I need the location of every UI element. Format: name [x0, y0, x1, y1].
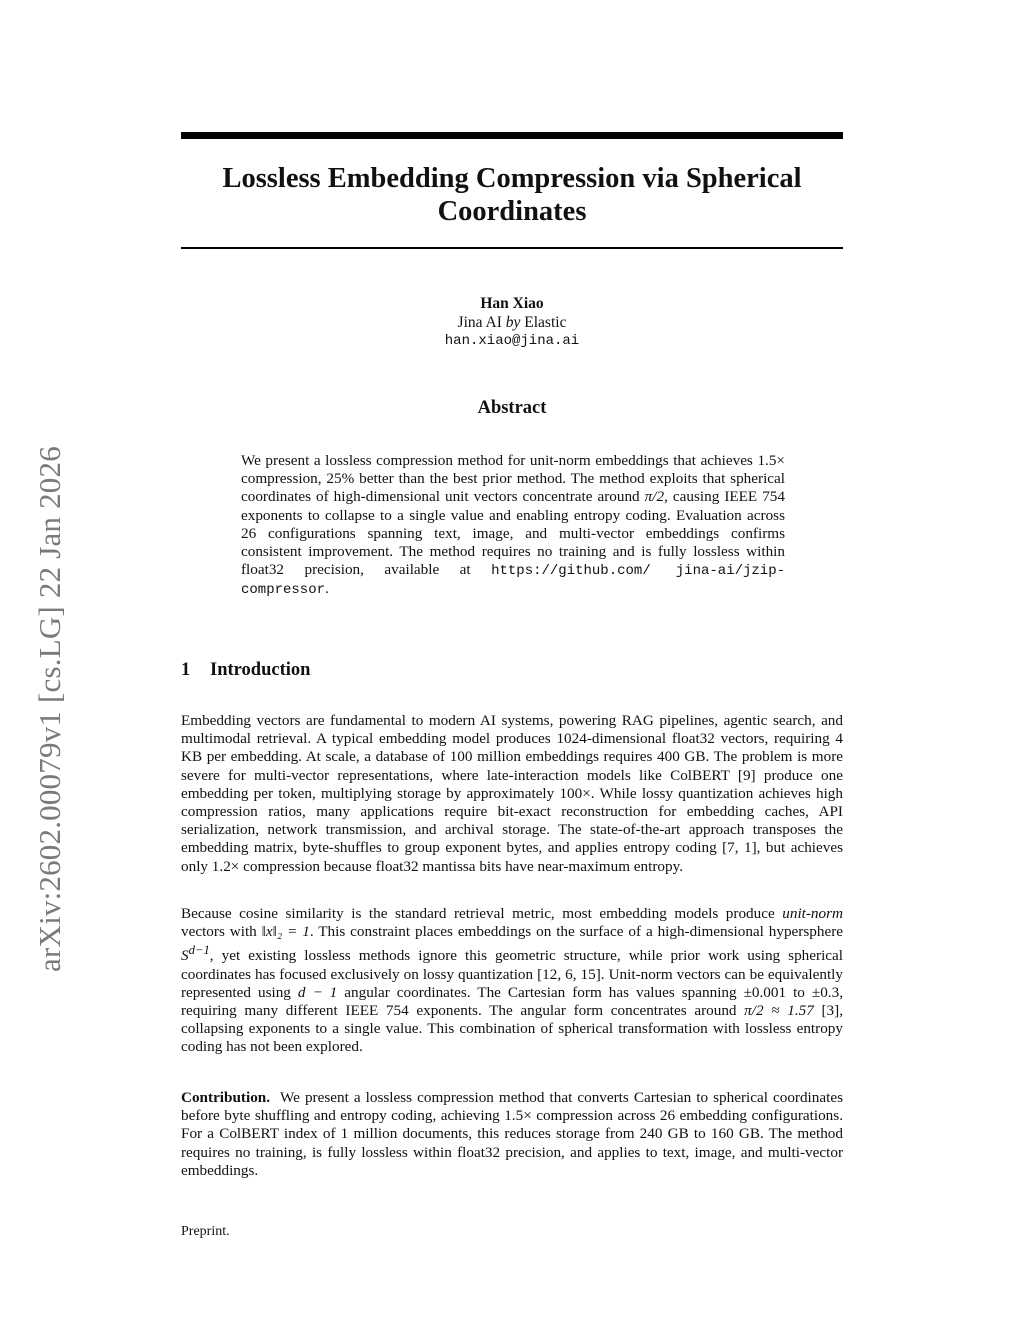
author-name: Han Xiao	[480, 295, 544, 312]
section-heading-introduction: 1 Introduction	[181, 660, 311, 680]
paper-title: Lossless Embedding Compression via Spherical Coordinates	[222, 163, 802, 227]
author-block	[181, 294, 843, 351]
repository-link[interactable]: https://github.com/ jina-ai/jzip-compressor	[241, 563, 785, 599]
intro-paragraph-1: Embedding vectors are fundamental to modern AI systems, powering RAG pipelines, agentic search, and multimodal retrieval. A typical embedding model produces 1024-dimensional float32 vectors, requiring 4 KB per embedding. At scale, a database of 100 million embeddings requires 400 GB. The problem is more severe for multi-vector representations, where late-interaction models like ColBERT [9] produce one embedding per token, multiplying storage by approximately 100×. While lossy quantization achieves high compression ratios, many applications require bit-exact reconstruction for embedding caches, API serialization, network transmission, and archival storage. The state-of-the-art approach transposes the embedding matrix, byte-shuffles to group exponent bytes, and applies entropy coding [7, 1], but achieves only 1.2× compression because float32 mantissa bits have near-maximum entropy.	[181, 712, 843, 875]
arxiv-identifier[interactable]: arXiv:2602.00079v1 [cs.LG] 22 Jan 2026	[32, 446, 67, 972]
abstract-heading: Abstract	[477, 398, 547, 418]
abstract-text: We present a lossless compression method for unit-norm embeddings that achieves 1.5× compression, 25% better than the best prior method. The method exploits that spherical coordinates of high-dimensional unit vectors concentrate around π/2, causing IEEE 754 exponents to collapse to a single value and enabling entropy coding. Evaluation across 26 configurations spanning text, image, and multi-vector embeddings confirms consistent improvement. The method requires no training and is fully lossless within float32 precision, available at https://github.com/ jina-ai/jzip-compressor.	[241, 452, 785, 599]
footer-note: Preprint.	[181, 1224, 230, 1239]
contribution-paragraph: Contribution. We present a lossless compression method that converts Cartesian to spherical coordinates before byte shuffling and entropy coding, achieving 1.5× compression across 26 embedding configurations. For a ColBERT index of 1 million documents, this reduces storage from 240 GB to 160 GB. The method requires no training, is fully lossless within float32 precision, and applies to text, image, and multi-vector embeddings.	[181, 1089, 843, 1179]
author-affiliation: Jina AI by Elastic	[457, 314, 567, 331]
author-email[interactable]: han.xiao@jina.ai	[444, 333, 580, 349]
intro-paragraph-2: Because cosine similarity is the standard retrieval metric, most embedding models produce unit-norm vectors with ‖x‖₂ = 1. This constraint places embeddings on the surface of a high-dimensional hypersphere $S^{d-1}$, yet existing lossless methods ignore this geometric structure, while prior work using spherical coordinates has focused exclusively on lossy quantization [12, 6, 15]. Unit-norm vectors can be equivalently represented using d − 1 angular coordinates. The Cartesian form has values spanning ±0.001 to ±0.3, requiring many different IEEE 754 exponents. The angular form concentrates around π/2 ≈ 1.57 [3], collapsing exponents to a single value. This combination of spherical transformation with lossless entropy coding has not been explored.	[181, 905, 843, 1056]
title-rule-top	[181, 132, 843, 139]
title-rule-bottom	[181, 247, 843, 249]
contribution-lead: Contribution.	[181, 1089, 271, 1106]
